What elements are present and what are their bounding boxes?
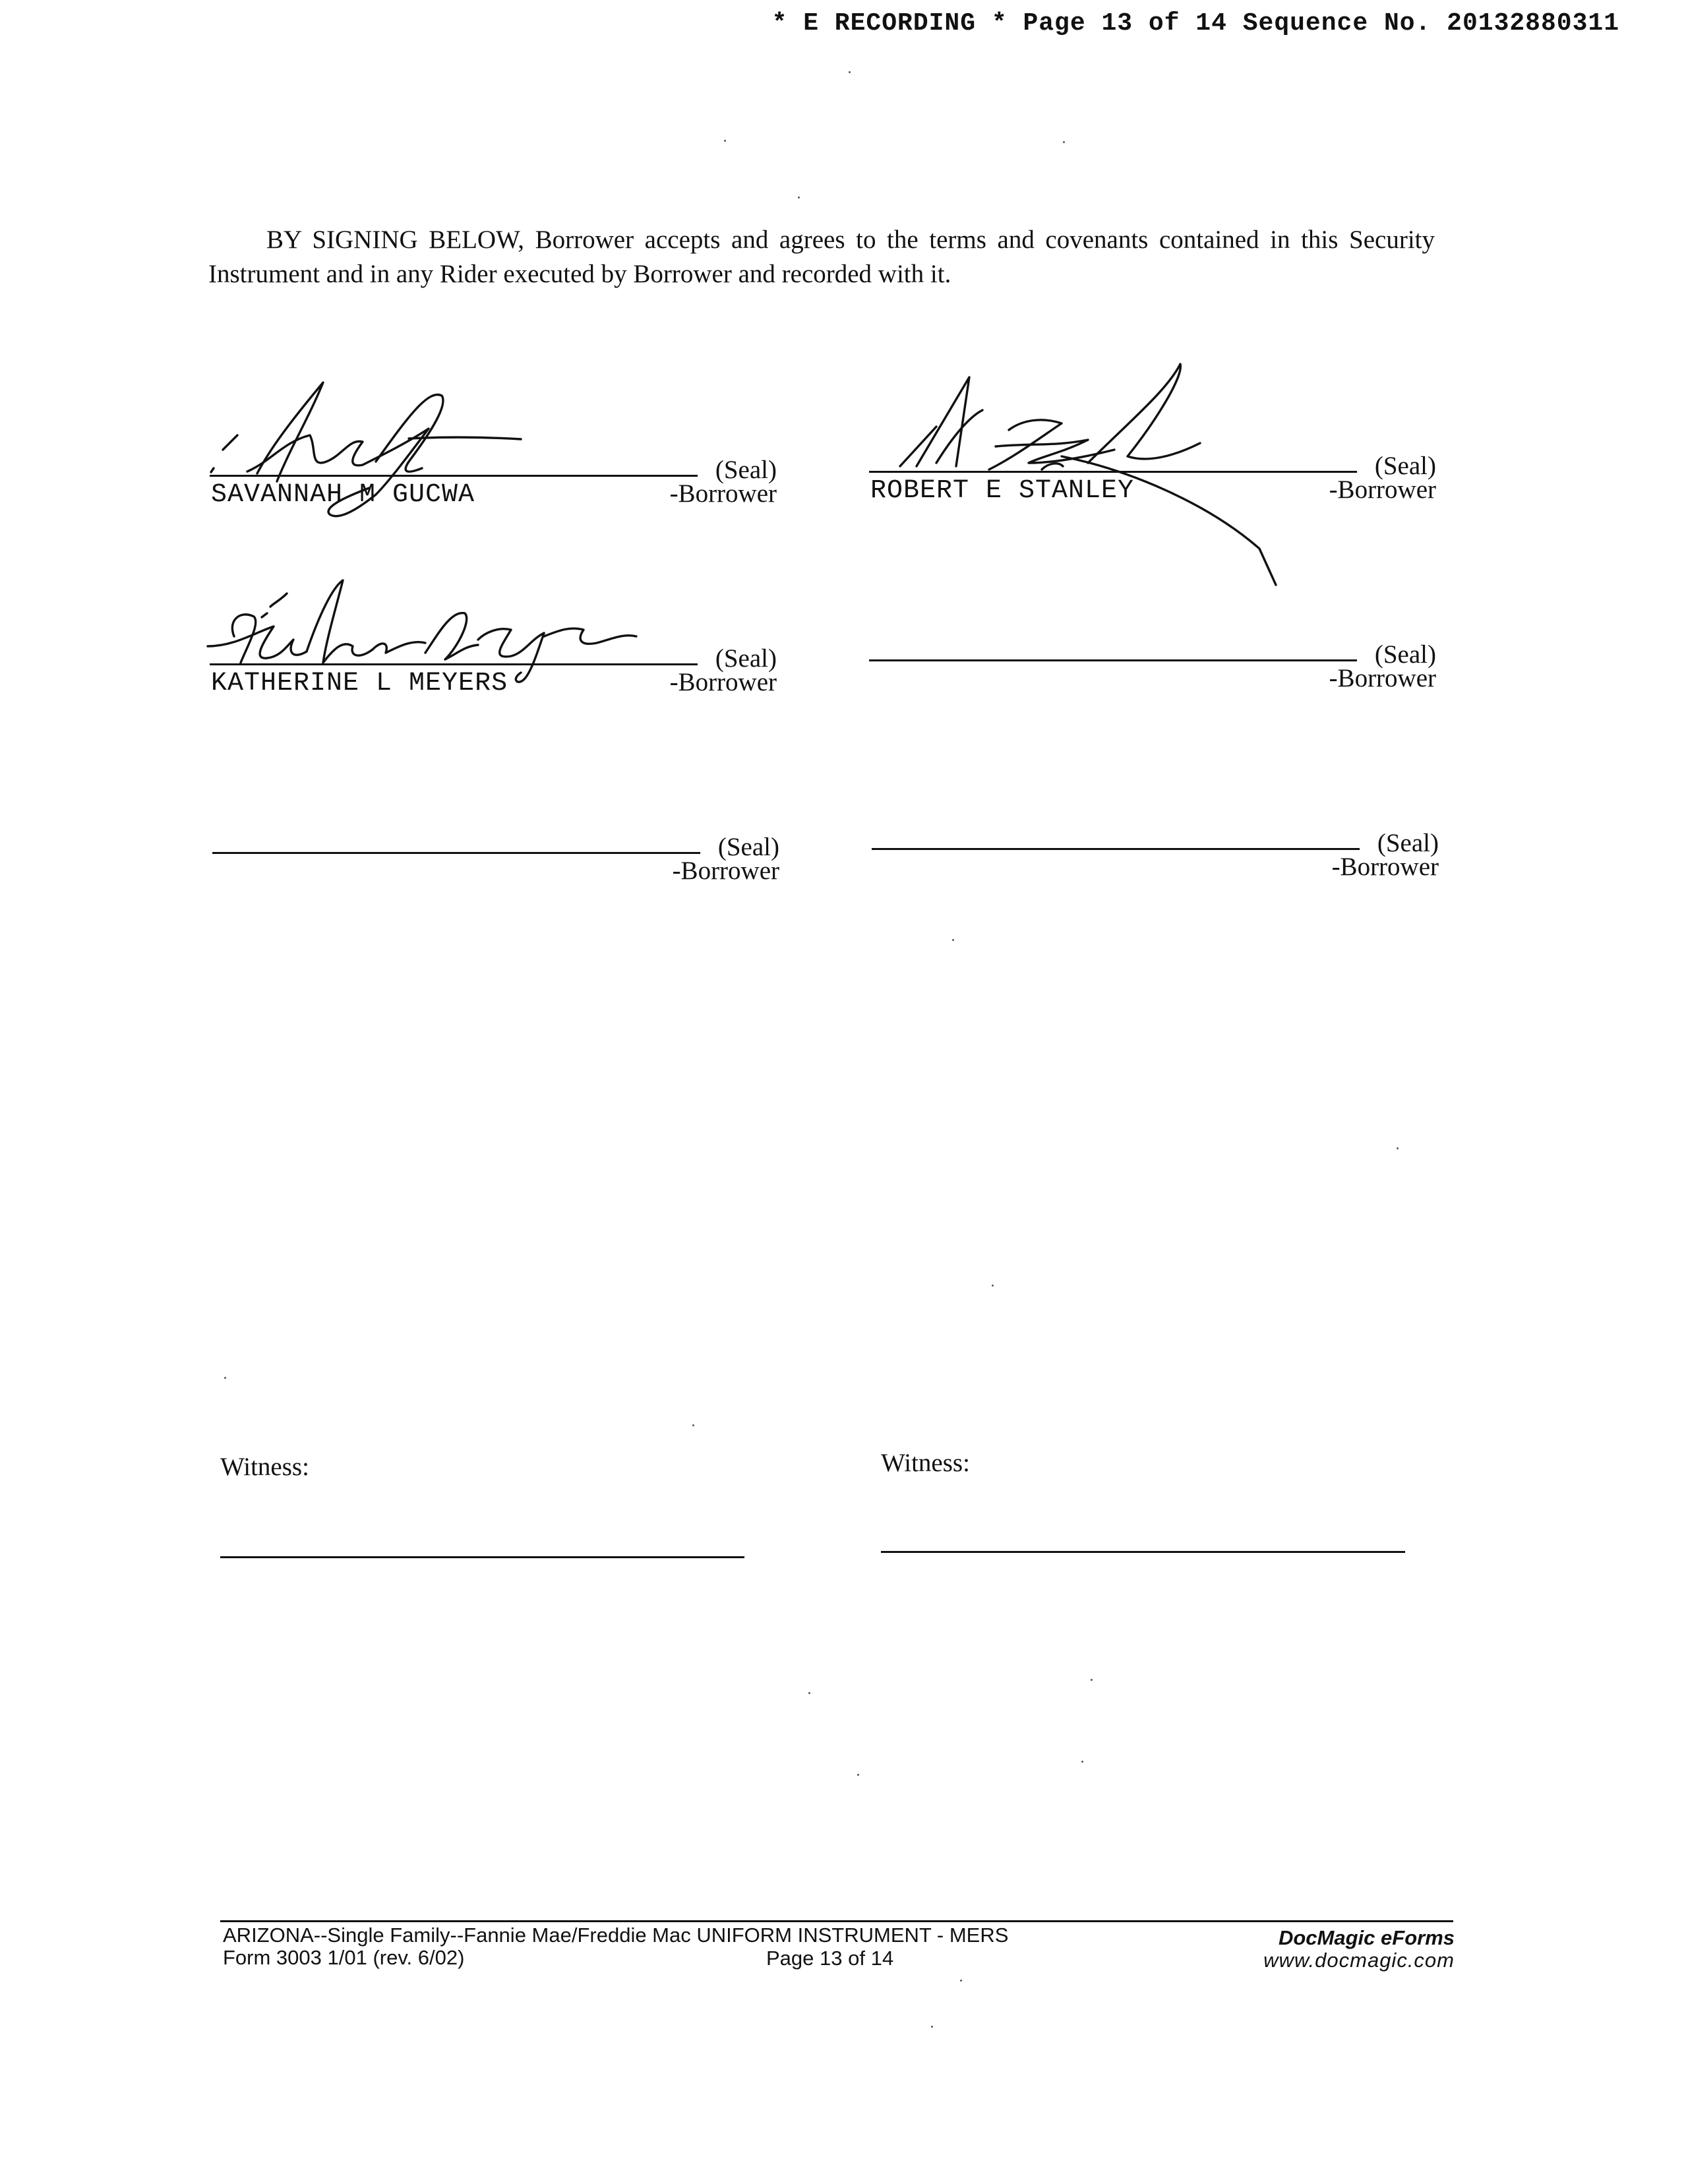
docmagic-logo: DocMagic eForms <box>1278 1926 1455 1949</box>
seal-label: (Seal) <box>717 833 779 861</box>
seal-label: (Seal) <box>1374 640 1436 669</box>
borrower-label: -Borrower <box>669 479 777 508</box>
handwritten-signature-gucwa <box>211 376 633 528</box>
scan-speck <box>960 1980 962 1982</box>
seal-label: (Seal) <box>715 644 777 673</box>
signature-line <box>872 848 1360 850</box>
witness-signature-line <box>220 1556 744 1558</box>
signature-block-4 <box>869 640 1436 719</box>
scan-speck <box>1397 1147 1399 1149</box>
seal-label: (Seal) <box>1374 452 1436 480</box>
signature-acknowledgement <box>208 223 1435 291</box>
seal-label: (Seal) <box>715 456 777 484</box>
footer-divider <box>220 1920 1453 1922</box>
borrower-label: -Borrower <box>1331 853 1439 881</box>
borrower-label: -Borrower <box>672 857 779 885</box>
signature-block-6 <box>872 828 1439 907</box>
scan-speck <box>857 1774 859 1776</box>
signature-line <box>212 852 700 854</box>
borrower-label: -Borrower <box>1329 664 1436 692</box>
witness-signature-line <box>881 1551 1405 1553</box>
page-number: Page 13 of 14 <box>766 1947 894 1970</box>
borrower-printed-name: KATHERINE L MEYERS <box>211 669 508 698</box>
borrower-label: -Borrower <box>669 668 777 696</box>
recording-stamp: * E RECORDING * Page 13 of 14 Sequence No. 20132880311 <box>771 9 1619 38</box>
acknowledgement-line-2: Instrument and in any Rider executed by Borrower and recorded with it. <box>208 260 951 288</box>
docmagic-url: www.docmagic.com <box>1263 1949 1455 1972</box>
seal-label: (Seal) <box>1377 829 1439 857</box>
scan-speck <box>808 1692 810 1694</box>
form-number: Form 3003 1/01 (rev. 6/02) <box>223 1946 465 1969</box>
scan-speck <box>798 197 800 198</box>
scan-speck <box>849 71 851 73</box>
scan-speck <box>724 140 726 142</box>
signature-block-5 <box>212 832 779 911</box>
scan-speck <box>692 1424 694 1426</box>
docmagic-branding <box>1263 1927 1455 1972</box>
signature-line <box>869 659 1357 661</box>
handwritten-signature-meyers <box>201 574 663 699</box>
scan-speck <box>952 939 954 941</box>
witness-label: Witness: <box>881 1449 970 1477</box>
scan-speck <box>992 1285 994 1287</box>
scan-speck <box>931 2026 933 2028</box>
scan-speck <box>1063 141 1065 143</box>
form-title: ARIZONA--Single Family--Fannie Mae/Freddie Mac UNIFORM INSTRUMENT - MERS <box>223 1924 1009 1947</box>
borrower-label: -Borrower <box>1329 475 1436 504</box>
handwritten-signature-stanley <box>890 364 1378 588</box>
scan-speck <box>1091 1679 1093 1681</box>
witness-label: Witness: <box>220 1453 309 1481</box>
borrower-printed-name: ROBERT E STANLEY <box>870 476 1135 506</box>
scan-speck <box>224 1377 226 1379</box>
scan-speck <box>1081 1761 1083 1763</box>
acknowledgement-line-1: BY SIGNING BELOW, Borrower accepts and agrees to the terms and covenants contained in this Security <box>266 226 1435 254</box>
borrower-printed-name: SAVANNAH M GUCWA <box>211 480 475 510</box>
